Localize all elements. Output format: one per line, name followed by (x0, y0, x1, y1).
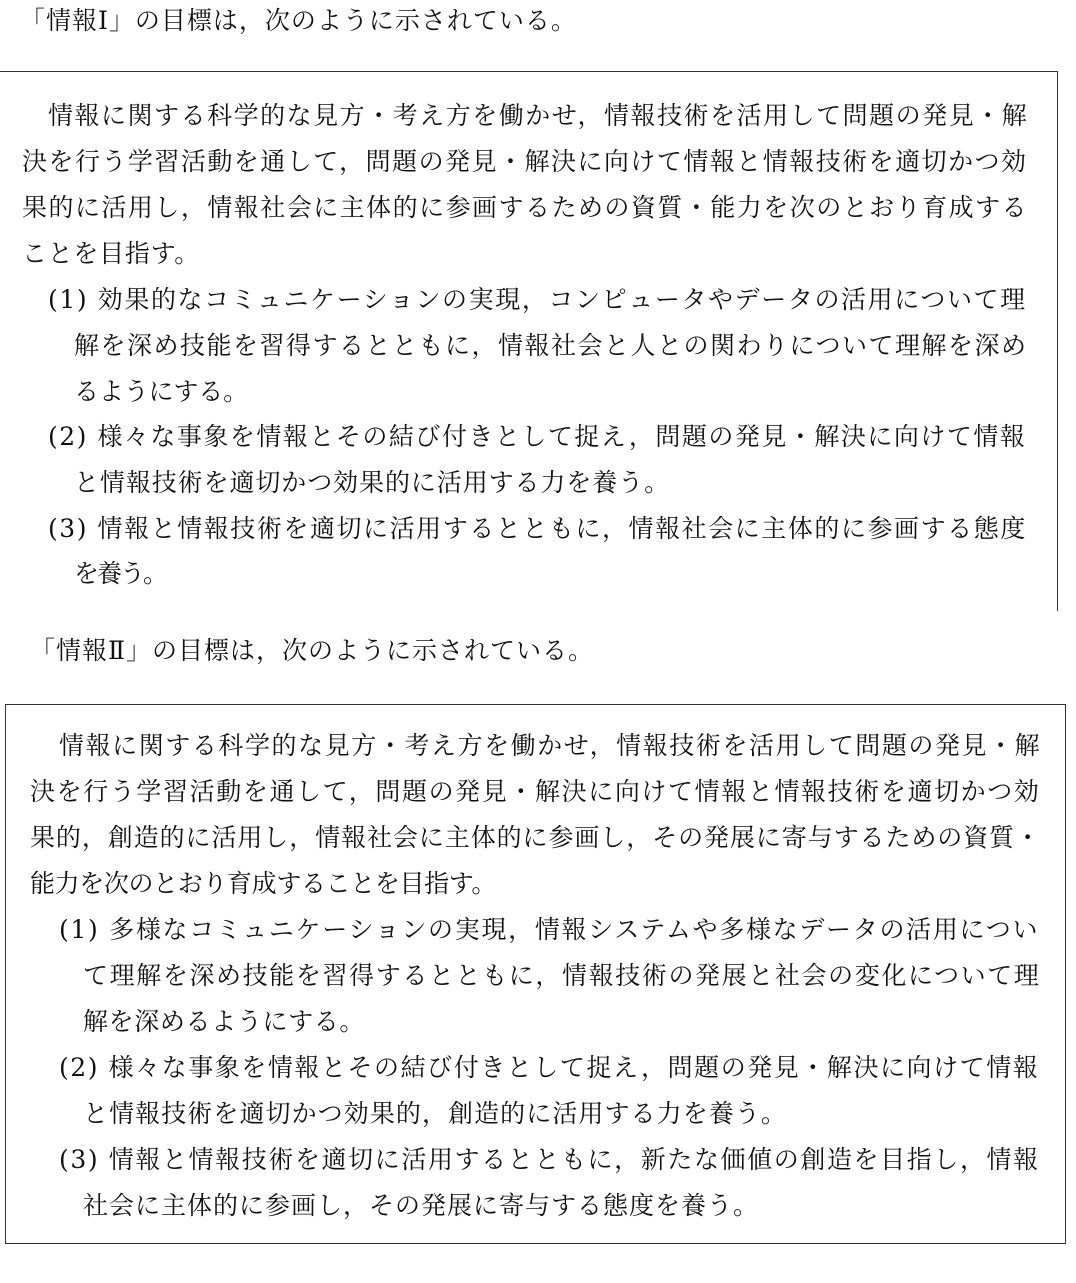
section2-item1-line-1: (1) 多様なコミュニケーションの実現，情報システムや多様なデータの活用につい (59, 915, 1040, 944)
section1-item1-line-3: るようにする。 (74, 377, 249, 406)
section2-item3-line-1: (3) 情報と情報技術を適切に活用するとともに，新たな価値の創造を目指し，情報 (59, 1145, 1040, 1174)
section1-line-2: 決を行う学習活動を通して，問題の発見・解決に向けて情報と情報技術を適切かつ効 (22, 147, 1028, 176)
section1-item1-line-1: (1) 効果的なコミュニケーションの実現，コンピュータやデータの活用について理 (48, 285, 1027, 314)
section2-intro: 「情報Ⅱ」の目標は，次のように示されている。 (30, 636, 594, 665)
section1-item1-line-2: 解を深め技能を習得するとともに，情報社会と人との関わりについて理解を深め (74, 331, 1028, 360)
section2-item3-line-2: 社会に主体的に参画し，その発展に寄与する態度を養う。 (83, 1191, 760, 1220)
section1-line-3: 果的に活用し，情報社会に主体的に参画するための資質・能力を次のとおり育成する (22, 193, 1029, 222)
section1-line-1: 情報に関する科学的な見方・考え方を働かせ，情報技術を活用して問題の発見・解 (48, 101, 1029, 130)
section2-item1-line-3: 解を深めるようにする。 (83, 1007, 366, 1036)
section2-line-2: 決を行う学習活動を通して，問題の発見・解決に向けて情報と情報技術を適切かつ効 (30, 777, 1041, 806)
section1-goal-box (0, 71, 1058, 611)
section1-item2-line-2: と情報技術を適切かつ効果的に活用する力を養う。 (74, 468, 671, 497)
section2-item1-line-2: て理解を深め技能を習得するとともに，情報技術の発展と社会の変化について理 (83, 961, 1041, 990)
section2-goal-box (5, 704, 1066, 1244)
section2-line-3: 果的，創造的に活用し，情報社会に主体的に参画し，その発展に寄与するための資質・ (30, 823, 1042, 852)
section2-item2-line-1: (2) 様々な事象を情報とその結び付きとして捉え，問題の発見・解決に向けて情報 (59, 1053, 1040, 1082)
section1-line-4: ことを目指す。 (22, 239, 201, 268)
section1-intro: 「情報Ⅰ」の目標は，次のように示されている。 (20, 6, 577, 35)
section1-item3-line-1: (3) 情報と情報技術を適切に活用するとともに，情報社会に主体的に参画する態度 (48, 514, 1027, 543)
section2-line-4: 能力を次のとおり育成することを目指す。 (30, 869, 497, 898)
section2-item2-line-2: と情報技術を適切かつ効果的，創造的に活用する力を養う。 (83, 1099, 788, 1128)
section2-line-1: 情報に関する科学的な見方・考え方を働かせ，情報技術を活用して問題の発見・解 (59, 731, 1042, 760)
section1-item2-line-1: (2) 様々な事象を情報とその結び付きとして捉え，問題の発見・解決に向けて情報 (48, 422, 1027, 451)
section1-item3-line-2: を養う。 (74, 559, 167, 588)
